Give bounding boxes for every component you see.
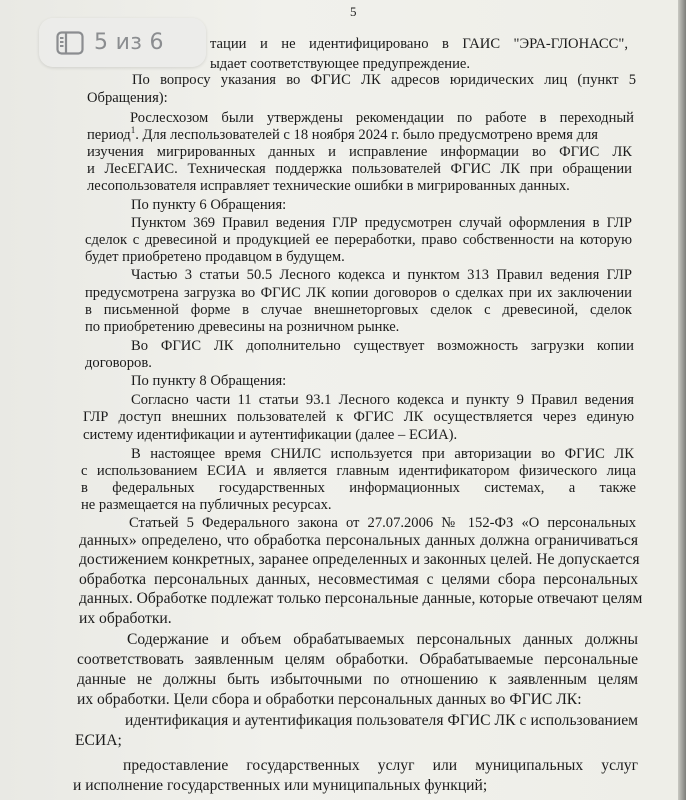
text-line: по приобретению древесины на розничном рынке. (85, 319, 400, 335)
text-line: будет приобретено продавцом в будущем. (85, 249, 345, 265)
page-indicator[interactable] (39, 18, 206, 67)
text-line: данных» определено, что обработка персональных данных должна ограничиваться (79, 532, 638, 549)
text-line: ыдает соответствующее предупреждение. (210, 56, 471, 72)
text-line: ЕСИА; (75, 732, 122, 749)
text-line (87, 126, 598, 144)
section-heading: По пункту 6 Обращения: (131, 197, 287, 213)
text-line: предусмотрена загрузка во ФГИС ЛК копии договоров о сделках при их заключении (85, 285, 632, 301)
text-line: Обращения): (87, 90, 168, 106)
text-line: достижением конкретных, заранее определенных и законных целей. Не допускается (79, 551, 640, 568)
text-line: Рослесхозом были утверждены рекомендации по работе в переходный (130, 110, 634, 126)
text-line: в письменной форме в случае внешнеторговых сделок с древесиной, сделок (85, 302, 632, 318)
text-line: Статьей 5 Федерального закона от 27.07.2006 № 152-ФЗ «О персональных (129, 515, 636, 531)
text-line: договоров. (85, 355, 152, 371)
page-indicator-label: 5 из 6 (94, 30, 164, 55)
text-line: систему идентификации и аутентификации (далее – ЕСИА). (83, 427, 458, 443)
text-line: ГЛР доступ внешних пользователей к ФГИС ЛК осуществляется через единую (83, 409, 634, 425)
footnote-mark: 1 (130, 125, 136, 136)
text-line: сделок с древесиной и продукцией ее переработки, право собственности на которую (85, 232, 632, 248)
section-heading: По пункту 8 Обращения: (131, 373, 287, 389)
text-line: Содержание и объем обрабатываемых персональных данных должны (127, 631, 638, 648)
list-item: идентификация и аутентификация пользователя ФГИС ЛК с использованием (125, 712, 638, 729)
text-period-word: период (87, 127, 131, 143)
text-line: Согласно части 11 статьи 93.1 Лесного кодекса и пункту 9 Правил ведения (131, 392, 634, 408)
text-line: данные не должны быть избыточными по отношению к заявленным целям (77, 671, 638, 688)
text-line: тации и не идентифицировано в ГАИС "ЭРА-ГЛОНАСС", (210, 36, 628, 52)
text-line: Пунктом 369 Правил ведения ГЛР предусмотрен случай оформления в ГЛР (131, 215, 632, 231)
text-line: и ЛесЕГАИС. Техническая поддержка пользователей ФГИС ЛК при обращении (87, 161, 632, 177)
text-line-rest: . Для леспользователей с 18 ноября 2024 г. было предусмотрено время для (135, 127, 599, 143)
page-number: 5 (350, 4, 357, 19)
sidebar-document-icon[interactable] (56, 31, 84, 55)
text-line: лесопользователя исправляет технические ошибки в мигрированных данных. (87, 178, 570, 194)
text-line: обработка персональных данных, несовместимая с целями сбора персональных (79, 571, 638, 588)
text-line: их обработки. (79, 610, 172, 627)
text-line: и исполнение государственных или муниципальных функций; (73, 777, 488, 794)
text-line: Частью 3 статьи 50.5 Лесного кодекса и пунктом 313 Правил ведения ГЛР (131, 267, 632, 283)
page-edge-shadow (678, 0, 686, 800)
text-line: данных. Обработке подлежат только персональные данные, которые отвечают целям (79, 590, 643, 607)
text-line: По вопросу указания во ФГИС ЛК адресов юридических лиц (пункт 5 (132, 72, 636, 88)
list-item: предоставление государственных услуг или муниципальных услуг (123, 757, 638, 774)
text-line: Во ФГИС ЛК дополнительно существует возможность загрузки копии (131, 338, 634, 354)
text-line: соответствовать заявленным целям обработки. Обрабатываемые персональные (77, 651, 638, 668)
text-line: с использованием ЕСИА и является главным идентификатором физического лица (81, 463, 636, 479)
text-line: не размещается на публичных ресурсах. (81, 497, 332, 513)
text-line: в федеральных государственных информационных системах, а также (81, 480, 636, 496)
text-line: В настоящее время СНИЛС используется при авторизации во ФГИС ЛК (131, 446, 634, 462)
text-line: их обработки. Цели сбора и обработки персональных данных во ФГИС ЛК: (77, 691, 582, 708)
text-line: изучения мигрированных данных и исправление информации во ФГИС ЛК (87, 144, 632, 160)
